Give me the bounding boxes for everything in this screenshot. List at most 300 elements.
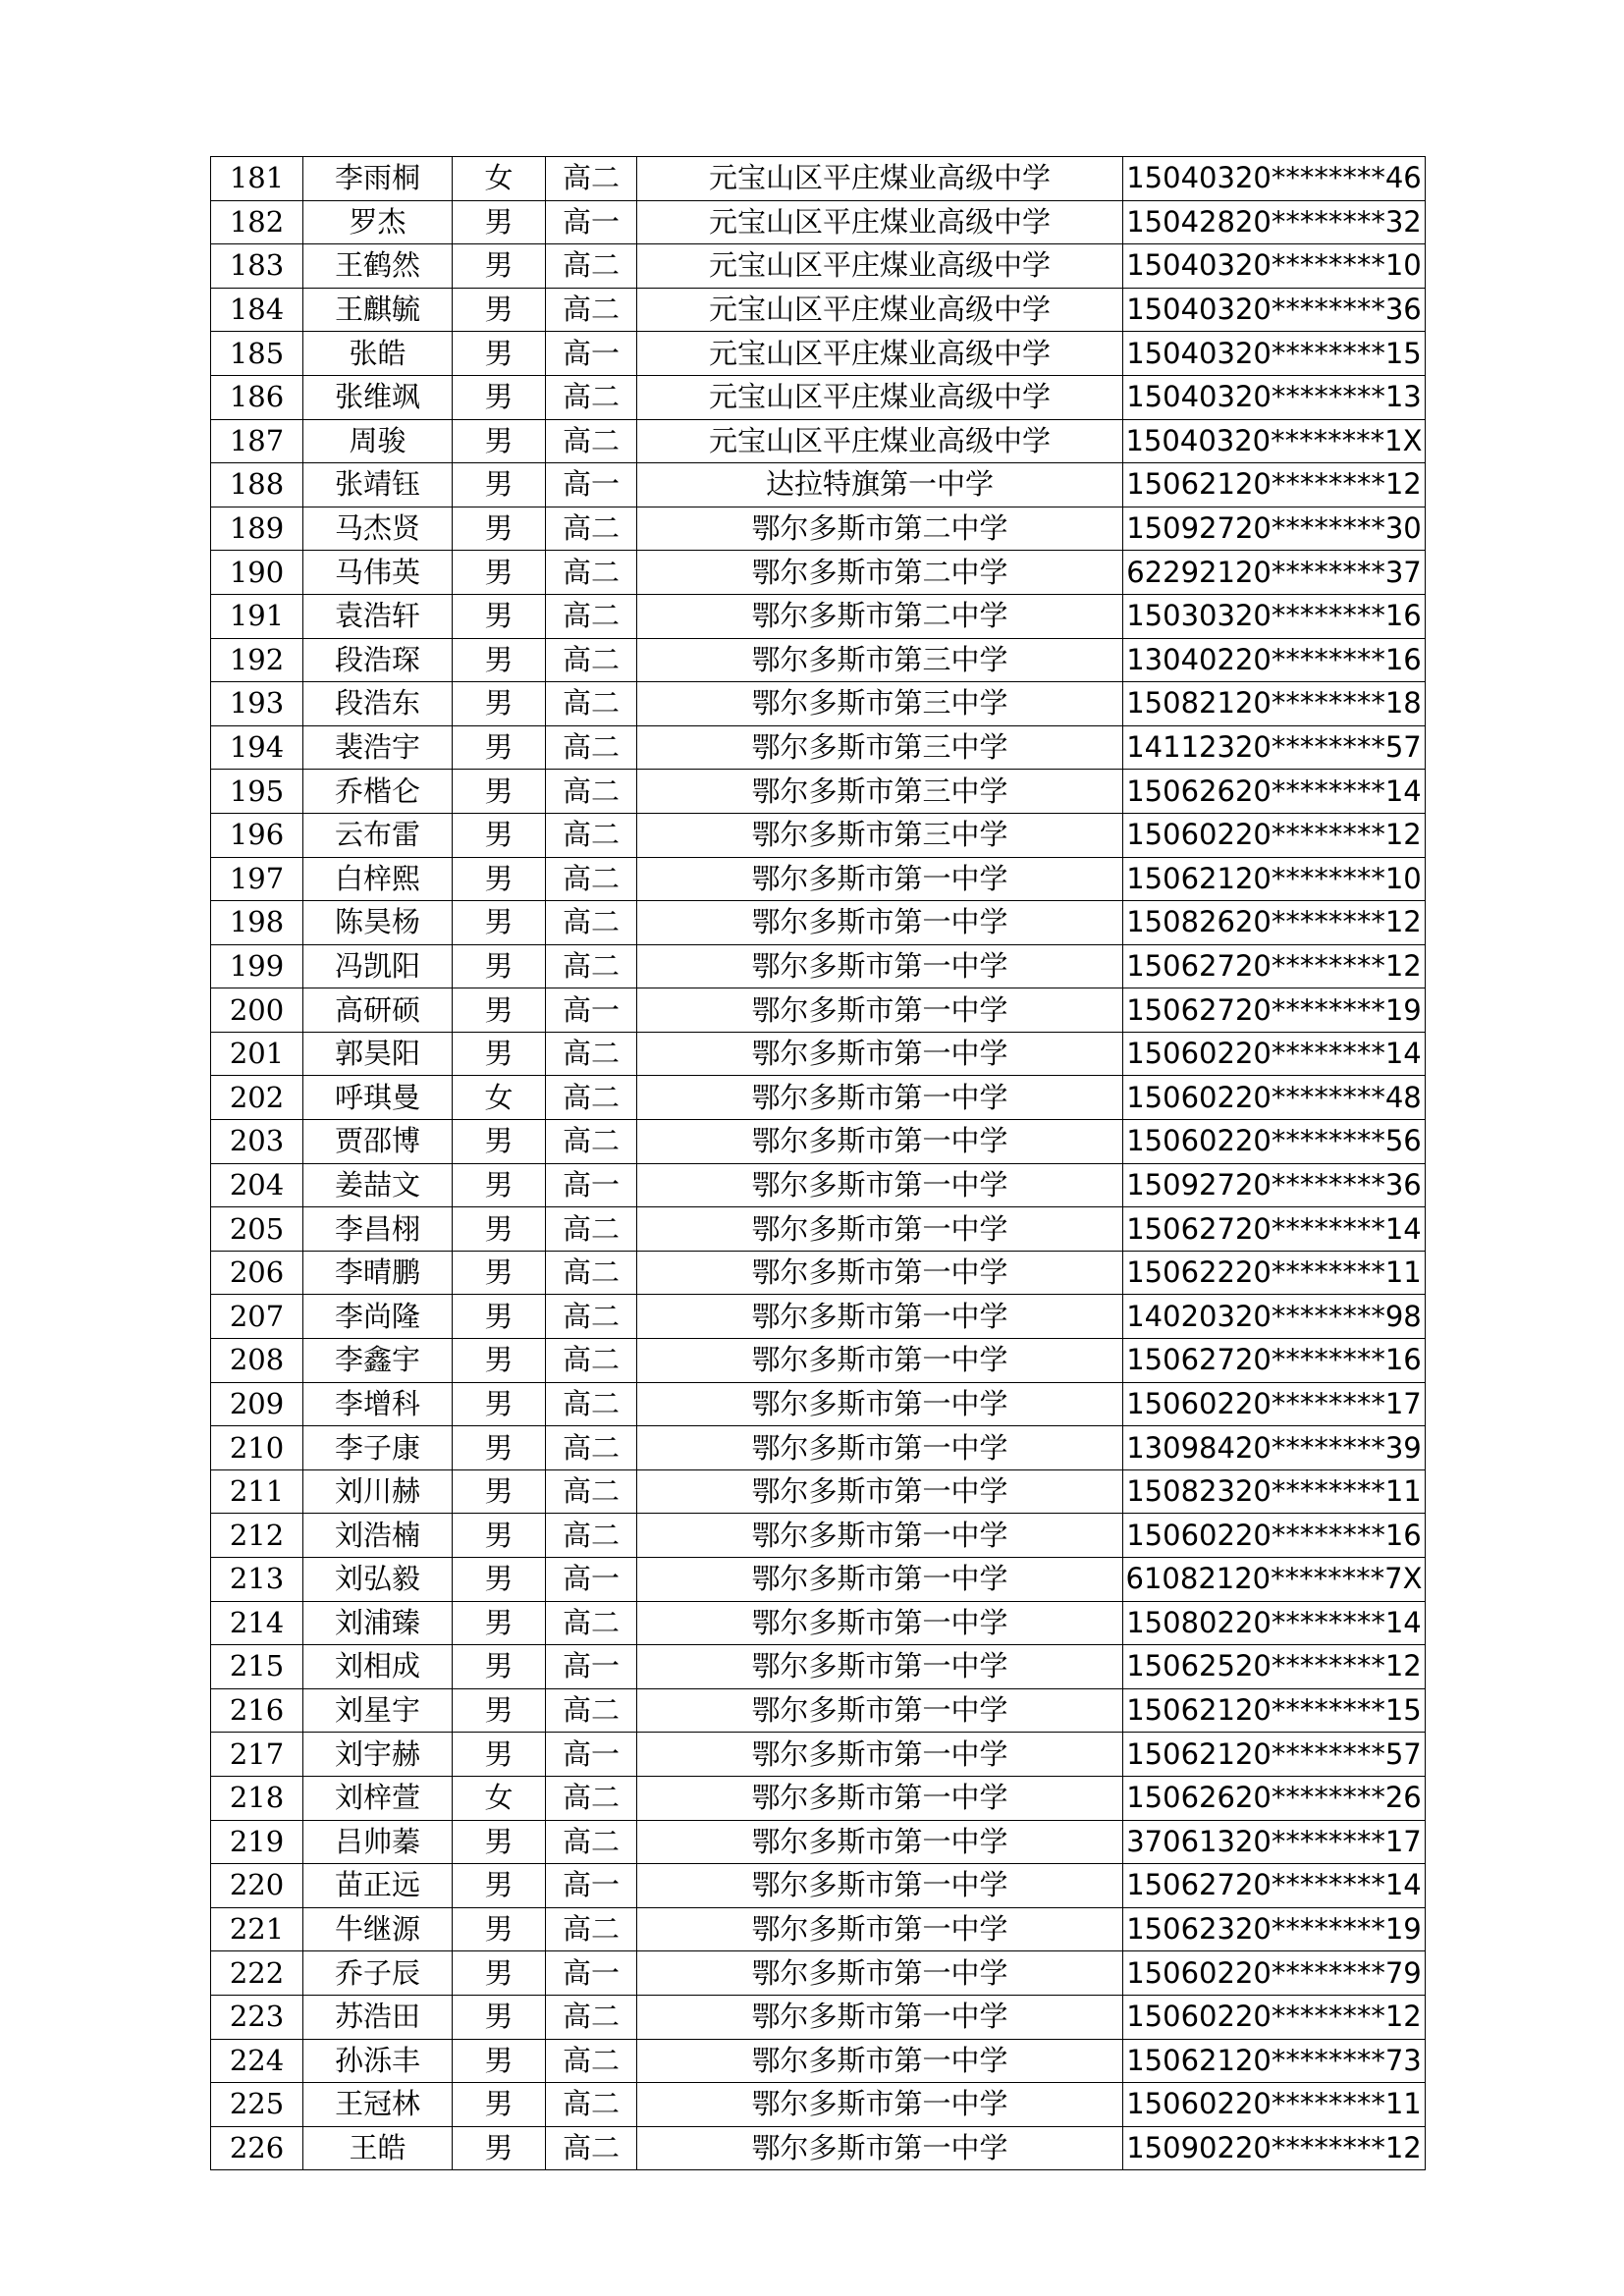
table-row [211, 2083, 1426, 2127]
gender-cell: 男 [453, 2039, 546, 2083]
school-cell: 鄂尔多斯市第二中学 [637, 507, 1123, 551]
id-number-cell: 15040320********10 [1123, 244, 1426, 289]
row-number-cell: 217 [211, 1733, 303, 1777]
school-cell: 鄂尔多斯市第一中学 [637, 2083, 1123, 2127]
gender-cell: 男 [453, 332, 546, 376]
grade-cell: 高二 [546, 725, 637, 770]
gender-cell: 女 [453, 1076, 546, 1120]
table-row [211, 551, 1426, 595]
row-number-cell: 198 [211, 901, 303, 945]
grade-cell: 高二 [546, 594, 637, 638]
row-number-cell: 196 [211, 813, 303, 857]
student-name-cell: 乔子辰 [303, 1951, 453, 1996]
grade-cell: 高二 [546, 1295, 637, 1339]
school-cell: 鄂尔多斯市第一中学 [637, 1688, 1123, 1733]
id-number-cell: 37061320********17 [1123, 1820, 1426, 1864]
grade-cell: 高二 [546, 2083, 637, 2127]
student-name-cell: 白梓熙 [303, 857, 453, 901]
id-number-cell: 15042820********32 [1123, 200, 1426, 244]
table-row [211, 1514, 1426, 1558]
id-number-cell: 15062120********10 [1123, 857, 1426, 901]
row-number-cell: 197 [211, 857, 303, 901]
student-name-cell: 苗正远 [303, 1864, 453, 1908]
id-number-cell: 15062120********15 [1123, 1688, 1426, 1733]
gender-cell: 男 [453, 988, 546, 1033]
grade-cell: 高二 [546, 2039, 637, 2083]
id-number-cell: 15062520********12 [1123, 1645, 1426, 1689]
school-cell: 鄂尔多斯市第一中学 [637, 1733, 1123, 1777]
table-row [211, 988, 1426, 1033]
id-number-cell: 15062120********12 [1123, 463, 1426, 507]
student-name-cell: 段浩东 [303, 682, 453, 726]
grade-cell: 高二 [546, 1469, 637, 1514]
table-row [211, 857, 1426, 901]
gender-cell: 男 [453, 1995, 546, 2039]
id-number-cell: 15092720********30 [1123, 507, 1426, 551]
student-name-cell: 周骏 [303, 419, 453, 463]
student-name-cell: 冯凯阳 [303, 944, 453, 988]
grade-cell: 高二 [546, 2126, 637, 2170]
table-row [211, 419, 1426, 463]
school-cell: 鄂尔多斯市第一中学 [637, 1120, 1123, 1164]
grade-cell: 高一 [546, 332, 637, 376]
table-row [211, 2039, 1426, 2083]
grade-cell: 高一 [546, 200, 637, 244]
school-cell: 鄂尔多斯市第一中学 [637, 944, 1123, 988]
school-cell: 鄂尔多斯市第一中学 [637, 1163, 1123, 1207]
school-cell: 鄂尔多斯市第一中学 [637, 1514, 1123, 1558]
student-name-cell: 吕帅蓁 [303, 1820, 453, 1864]
school-cell: 鄂尔多斯市第一中学 [637, 1382, 1123, 1426]
student-name-cell: 李昌栩 [303, 1207, 453, 1252]
school-cell: 鄂尔多斯市第二中学 [637, 594, 1123, 638]
student-name-cell: 裴浩宇 [303, 725, 453, 770]
id-number-cell: 15082620********12 [1123, 901, 1426, 945]
student-name-cell: 王冠林 [303, 2083, 453, 2127]
school-cell: 鄂尔多斯市第一中学 [637, 1076, 1123, 1120]
row-number-cell: 189 [211, 507, 303, 551]
grade-cell: 高二 [546, 857, 637, 901]
school-cell: 鄂尔多斯市第一中学 [637, 1032, 1123, 1076]
school-cell: 达拉特旗第一中学 [637, 463, 1123, 507]
row-number-cell: 224 [211, 2039, 303, 2083]
student-name-cell: 李子康 [303, 1426, 453, 1470]
id-number-cell: 15030320********16 [1123, 594, 1426, 638]
row-number-cell: 211 [211, 1469, 303, 1514]
row-number-cell: 199 [211, 944, 303, 988]
grade-cell: 高二 [546, 288, 637, 332]
grade-cell: 高二 [546, 507, 637, 551]
gender-cell: 男 [453, 857, 546, 901]
grade-cell: 高二 [546, 813, 637, 857]
grade-cell: 高二 [546, 551, 637, 595]
id-number-cell: 61082120********7X [1123, 1558, 1426, 1602]
gender-cell: 男 [453, 2083, 546, 2127]
row-number-cell: 213 [211, 1558, 303, 1602]
table-row [211, 244, 1426, 289]
row-number-cell: 210 [211, 1426, 303, 1470]
student-name-cell: 牛继源 [303, 1907, 453, 1951]
id-number-cell: 15062620********14 [1123, 770, 1426, 814]
school-cell: 鄂尔多斯市第三中学 [637, 638, 1123, 682]
gender-cell: 男 [453, 419, 546, 463]
grade-cell: 高二 [546, 157, 637, 201]
row-number-cell: 202 [211, 1076, 303, 1120]
grade-cell: 高二 [546, 1120, 637, 1164]
school-cell: 元宝山区平庄煤业高级中学 [637, 244, 1123, 289]
id-number-cell: 15092720********36 [1123, 1163, 1426, 1207]
school-cell: 鄂尔多斯市第一中学 [637, 1995, 1123, 2039]
student-name-cell: 呼琪曼 [303, 1076, 453, 1120]
table-row [211, 813, 1426, 857]
row-number-cell: 204 [211, 1163, 303, 1207]
row-number-cell: 212 [211, 1514, 303, 1558]
id-number-cell: 15062720********12 [1123, 944, 1426, 988]
student-name-cell: 王麒毓 [303, 288, 453, 332]
school-cell: 鄂尔多斯市第一中学 [637, 1558, 1123, 1602]
id-number-cell: 15080220********14 [1123, 1601, 1426, 1645]
row-number-cell: 221 [211, 1907, 303, 1951]
school-cell: 鄂尔多斯市第一中学 [637, 1951, 1123, 1996]
row-number-cell: 214 [211, 1601, 303, 1645]
grade-cell: 高一 [546, 1645, 637, 1689]
row-number-cell: 193 [211, 682, 303, 726]
table-row [211, 1995, 1426, 2039]
school-cell: 鄂尔多斯市第一中学 [637, 1469, 1123, 1514]
grade-cell: 高二 [546, 682, 637, 726]
gender-cell: 男 [453, 1601, 546, 1645]
table-row [211, 157, 1426, 201]
gender-cell: 男 [453, 1645, 546, 1689]
school-cell: 元宝山区平庄煤业高级中学 [637, 200, 1123, 244]
id-number-cell: 13040220********16 [1123, 638, 1426, 682]
table-row [211, 1295, 1426, 1339]
school-cell: 元宝山区平庄煤业高级中学 [637, 419, 1123, 463]
id-number-cell: 15090220********12 [1123, 2126, 1426, 2170]
table-row [211, 332, 1426, 376]
gender-cell: 男 [453, 1733, 546, 1777]
grade-cell: 高一 [546, 1163, 637, 1207]
row-number-cell: 205 [211, 1207, 303, 1252]
student-name-cell: 郭昊阳 [303, 1032, 453, 1076]
student-name-cell: 刘梓萱 [303, 1776, 453, 1820]
grade-cell: 高二 [546, 375, 637, 419]
table-row [211, 901, 1426, 945]
id-number-cell: 15062720********19 [1123, 988, 1426, 1033]
id-number-cell: 15060220********48 [1123, 1076, 1426, 1120]
table-row [211, 1733, 1426, 1777]
id-number-cell: 15062720********14 [1123, 1864, 1426, 1908]
student-name-cell: 李鑫宇 [303, 1339, 453, 1383]
id-number-cell: 15060220********11 [1123, 2083, 1426, 2127]
school-cell: 鄂尔多斯市第一中学 [637, 1426, 1123, 1470]
school-cell: 元宝山区平庄煤业高级中学 [637, 332, 1123, 376]
grade-cell: 高二 [546, 901, 637, 945]
id-number-cell: 62292120********37 [1123, 551, 1426, 595]
table-row [211, 1688, 1426, 1733]
student-name-cell: 刘星宇 [303, 1688, 453, 1733]
student-name-cell: 段浩琛 [303, 638, 453, 682]
gender-cell: 男 [453, 594, 546, 638]
grade-cell: 高二 [546, 244, 637, 289]
grade-cell: 高二 [546, 1251, 637, 1295]
gender-cell: 男 [453, 1688, 546, 1733]
school-cell: 鄂尔多斯市第二中学 [637, 551, 1123, 595]
row-number-cell: 222 [211, 1951, 303, 1996]
grade-cell: 高一 [546, 1558, 637, 1602]
gender-cell: 男 [453, 375, 546, 419]
gender-cell: 男 [453, 1295, 546, 1339]
grade-cell: 高二 [546, 1076, 637, 1120]
row-number-cell: 225 [211, 2083, 303, 2127]
table-row [211, 1032, 1426, 1076]
school-cell: 鄂尔多斯市第一中学 [637, 1295, 1123, 1339]
student-name-cell: 王鹤然 [303, 244, 453, 289]
id-number-cell: 15040320********36 [1123, 288, 1426, 332]
gender-cell: 男 [453, 1514, 546, 1558]
grade-cell: 高二 [546, 1601, 637, 1645]
student-name-cell: 罗杰 [303, 200, 453, 244]
school-cell: 鄂尔多斯市第一中学 [637, 2039, 1123, 2083]
table-row [211, 200, 1426, 244]
school-cell: 鄂尔多斯市第一中学 [637, 1907, 1123, 1951]
student-name-cell: 张皓 [303, 332, 453, 376]
student-name-cell: 姜喆文 [303, 1163, 453, 1207]
id-number-cell: 15082120********18 [1123, 682, 1426, 726]
row-number-cell: 208 [211, 1339, 303, 1383]
grade-cell: 高二 [546, 419, 637, 463]
school-cell: 鄂尔多斯市第一中学 [637, 988, 1123, 1033]
school-cell: 鄂尔多斯市第一中学 [637, 1207, 1123, 1252]
table-row [211, 463, 1426, 507]
gender-cell: 男 [453, 2126, 546, 2170]
table-row [211, 1864, 1426, 1908]
gender-cell: 男 [453, 1032, 546, 1076]
gender-cell: 男 [453, 770, 546, 814]
row-number-cell: 195 [211, 770, 303, 814]
student-name-cell: 李晴鹏 [303, 1251, 453, 1295]
row-number-cell: 194 [211, 725, 303, 770]
gender-cell: 男 [453, 725, 546, 770]
row-number-cell: 187 [211, 419, 303, 463]
gender-cell: 男 [453, 944, 546, 988]
gender-cell: 男 [453, 1339, 546, 1383]
grade-cell: 高二 [546, 1207, 637, 1252]
table-row [211, 507, 1426, 551]
row-number-cell: 209 [211, 1382, 303, 1426]
id-number-cell: 15060220********56 [1123, 1120, 1426, 1164]
table-row [211, 375, 1426, 419]
gender-cell: 男 [453, 901, 546, 945]
student-name-cell: 张维飒 [303, 375, 453, 419]
id-number-cell: 15062320********19 [1123, 1907, 1426, 1951]
row-number-cell: 190 [211, 551, 303, 595]
school-cell: 鄂尔多斯市第一中学 [637, 1776, 1123, 1820]
student-name-cell: 刘浦臻 [303, 1601, 453, 1645]
student-name-cell: 孙泺丰 [303, 2039, 453, 2083]
id-number-cell: 15040320********1X [1123, 419, 1426, 463]
student-name-cell: 李尚隆 [303, 1295, 453, 1339]
table-row [211, 1076, 1426, 1120]
table-row [211, 944, 1426, 988]
school-cell: 鄂尔多斯市第一中学 [637, 1601, 1123, 1645]
row-number-cell: 183 [211, 244, 303, 289]
school-cell: 鄂尔多斯市第一中学 [637, 2126, 1123, 2170]
grade-cell: 高一 [546, 1864, 637, 1908]
row-number-cell: 203 [211, 1120, 303, 1164]
table-row [211, 1207, 1426, 1252]
school-cell: 鄂尔多斯市第一中学 [637, 1820, 1123, 1864]
table-row [211, 770, 1426, 814]
id-number-cell: 15082320********11 [1123, 1469, 1426, 1514]
table-row [211, 1820, 1426, 1864]
row-number-cell: 223 [211, 1995, 303, 2039]
student-name-cell: 高研硕 [303, 988, 453, 1033]
gender-cell: 女 [453, 157, 546, 201]
gender-cell: 男 [453, 638, 546, 682]
grade-cell: 高二 [546, 1907, 637, 1951]
student-name-cell: 李增科 [303, 1382, 453, 1426]
gender-cell: 男 [453, 1951, 546, 1996]
student-name-cell: 刘宇赫 [303, 1733, 453, 1777]
gender-cell: 男 [453, 1163, 546, 1207]
roster-body [211, 157, 1426, 2170]
student-name-cell: 贾邵博 [303, 1120, 453, 1164]
table-row [211, 1426, 1426, 1470]
id-number-cell: 15040320********46 [1123, 157, 1426, 201]
gender-cell: 男 [453, 1382, 546, 1426]
gender-cell: 男 [453, 507, 546, 551]
table-row [211, 1382, 1426, 1426]
school-cell: 鄂尔多斯市第三中学 [637, 725, 1123, 770]
row-number-cell: 200 [211, 988, 303, 1033]
table-row [211, 1951, 1426, 1996]
id-number-cell: 15040320********13 [1123, 375, 1426, 419]
gender-cell: 男 [453, 682, 546, 726]
id-number-cell: 15062120********73 [1123, 2039, 1426, 2083]
id-number-cell: 15060220********14 [1123, 1032, 1426, 1076]
school-cell: 元宝山区平庄煤业高级中学 [637, 157, 1123, 201]
row-number-cell: 207 [211, 1295, 303, 1339]
student-name-cell: 刘弘毅 [303, 1558, 453, 1602]
grade-cell: 高二 [546, 1032, 637, 1076]
table-row [211, 1558, 1426, 1602]
id-number-cell: 15060220********79 [1123, 1951, 1426, 1996]
table-row [211, 1601, 1426, 1645]
gender-cell: 男 [453, 551, 546, 595]
student-name-cell: 张靖钰 [303, 463, 453, 507]
student-name-cell: 陈昊杨 [303, 901, 453, 945]
row-number-cell: 184 [211, 288, 303, 332]
gender-cell: 男 [453, 200, 546, 244]
row-number-cell: 216 [211, 1688, 303, 1733]
table-row [211, 1339, 1426, 1383]
grade-cell: 高二 [546, 1382, 637, 1426]
school-cell: 鄂尔多斯市第三中学 [637, 770, 1123, 814]
grade-cell: 高二 [546, 1339, 637, 1383]
id-number-cell: 15062220********11 [1123, 1251, 1426, 1295]
gender-cell: 男 [453, 1820, 546, 1864]
id-number-cell: 15060220********17 [1123, 1382, 1426, 1426]
table-row [211, 638, 1426, 682]
gender-cell: 男 [453, 244, 546, 289]
table-row [211, 1907, 1426, 1951]
student-name-cell: 刘川赫 [303, 1469, 453, 1514]
gender-cell: 男 [453, 1426, 546, 1470]
table-row [211, 2126, 1426, 2170]
grade-cell: 高一 [546, 1951, 637, 1996]
gender-cell: 男 [453, 1251, 546, 1295]
grade-cell: 高二 [546, 1995, 637, 2039]
table-row [211, 1120, 1426, 1164]
row-number-cell: 182 [211, 200, 303, 244]
id-number-cell: 15060220********12 [1123, 813, 1426, 857]
grade-cell: 高二 [546, 1688, 637, 1733]
table-row [211, 682, 1426, 726]
gender-cell: 男 [453, 1120, 546, 1164]
id-number-cell: 15062720********16 [1123, 1339, 1426, 1383]
row-number-cell: 220 [211, 1864, 303, 1908]
table-row [211, 1645, 1426, 1689]
school-cell: 鄂尔多斯市第一中学 [637, 1645, 1123, 1689]
gender-cell: 女 [453, 1776, 546, 1820]
table-row [211, 725, 1426, 770]
student-name-cell: 刘浩楠 [303, 1514, 453, 1558]
grade-cell: 高二 [546, 638, 637, 682]
gender-cell: 男 [453, 1558, 546, 1602]
row-number-cell: 218 [211, 1776, 303, 1820]
grade-cell: 高一 [546, 463, 637, 507]
school-cell: 鄂尔多斯市第一中学 [637, 1864, 1123, 1908]
gender-cell: 男 [453, 1907, 546, 1951]
table-row [211, 1469, 1426, 1514]
row-number-cell: 226 [211, 2126, 303, 2170]
gender-cell: 男 [453, 813, 546, 857]
row-number-cell: 206 [211, 1251, 303, 1295]
id-number-cell: 15040320********15 [1123, 332, 1426, 376]
student-name-cell: 李雨桐 [303, 157, 453, 201]
school-cell: 元宝山区平庄煤业高级中学 [637, 288, 1123, 332]
row-number-cell: 219 [211, 1820, 303, 1864]
grade-cell: 高二 [546, 1820, 637, 1864]
id-number-cell: 15062620********26 [1123, 1776, 1426, 1820]
gender-cell: 男 [453, 1864, 546, 1908]
student-name-cell: 苏浩田 [303, 1995, 453, 2039]
school-cell: 鄂尔多斯市第三中学 [637, 682, 1123, 726]
grade-cell: 高二 [546, 1426, 637, 1470]
student-name-cell: 王皓 [303, 2126, 453, 2170]
student-name-cell: 刘相成 [303, 1645, 453, 1689]
row-number-cell: 215 [211, 1645, 303, 1689]
table-row [211, 594, 1426, 638]
grade-cell: 高一 [546, 988, 637, 1033]
id-number-cell: 13098420********39 [1123, 1426, 1426, 1470]
id-number-cell: 14112320********57 [1123, 725, 1426, 770]
grade-cell: 高一 [546, 1733, 637, 1777]
school-cell: 鄂尔多斯市第一中学 [637, 1251, 1123, 1295]
row-number-cell: 191 [211, 594, 303, 638]
school-cell: 鄂尔多斯市第一中学 [637, 857, 1123, 901]
student-name-cell: 云布雷 [303, 813, 453, 857]
id-number-cell: 15062120********57 [1123, 1733, 1426, 1777]
grade-cell: 高二 [546, 770, 637, 814]
row-number-cell: 185 [211, 332, 303, 376]
school-cell: 元宝山区平庄煤业高级中学 [637, 375, 1123, 419]
table-row [211, 1251, 1426, 1295]
table-row [211, 1776, 1426, 1820]
student-name-cell: 袁浩轩 [303, 594, 453, 638]
student-roster-table [210, 156, 1426, 2170]
